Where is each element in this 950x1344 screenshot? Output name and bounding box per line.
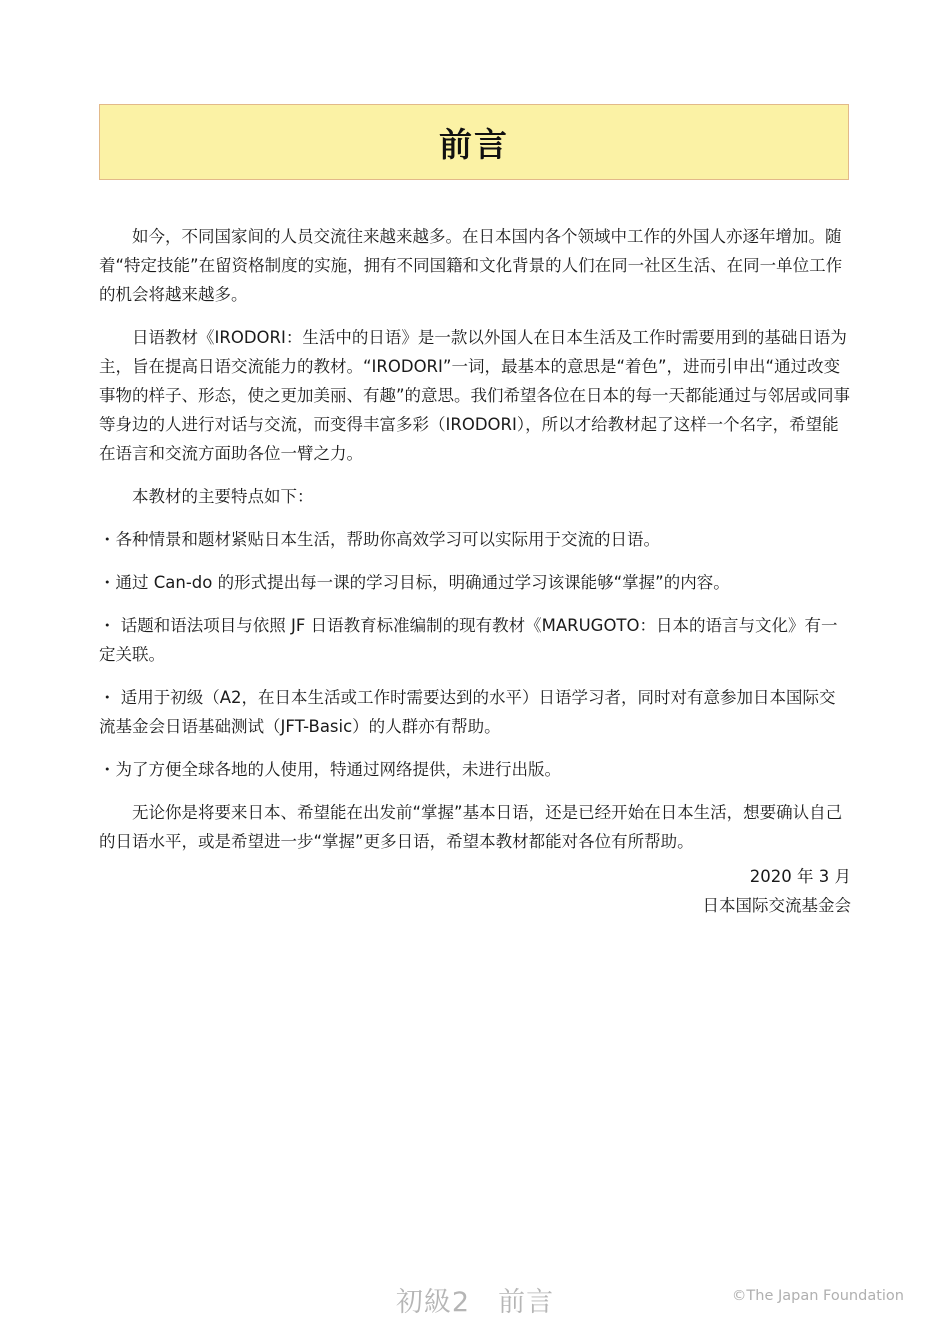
- feature-item: ・为了方便全球各地的人使用，特通过网络提供，未进行出版。: [99, 760, 561, 779]
- features-intro: 本教材的主要特点如下：: [132, 487, 314, 506]
- feature-item: ・ 适用于初级（A2，在日本生活或工作时需要达到的水平）日语学习者，同时对有意参加日本国际交流基金会日语基础测试（JFT-Basic）的人群亦有帮助。: [99, 688, 836, 736]
- paragraph-closing: 无论你是将要来日本、希望能在出发前“掌握”基本日语，还是已经开始在日本生活，想要确认自己的日语水平，或是希望进一步“掌握”更多日语，希望本教材都能对各位有所帮助。: [99, 803, 843, 851]
- paragraph-intro: 如今，不同国家间的人员交流往来越来越多。在日本国内各个领域中工作的外国人亦逐年增加。随着“特定技能”在留资格制度的实施，拥有不同国籍和文化背景的人们在同一社区生活、在同一单位工作的机会将越来越多。: [99, 227, 843, 304]
- paragraph-irodori: 日语教材《IRODORI：生活中的日语》是一款以外国人在日本生活及工作时需要用到的基础日语为主，旨在提高日语交流能力的教材。“IRODORI”一词，最基本的意思是“着色”，进而引申出“通过改变事物的样子、形态，使之更加美丽、有趣”的意思。我们希望各位在日本的每一天都能通过与邻居或同事等身边的人进行对话与交流，而变得丰富多彩（IRODORI），所以才给教材起了这样一个名字，希望能在语言和交流方面助各位一臂之力。: [99, 328, 851, 463]
- page-title: 前言: [439, 124, 509, 164]
- feature-item: ・各种情景和题材紧贴日本生活，帮助你高效学习可以实际用于交流的日语。: [99, 530, 660, 549]
- organization: 日本国际交流基金会: [702, 896, 851, 915]
- preface-body: [99, 222, 851, 920]
- feature-item: ・通过 Can-do 的形式提出每一课的学习目标，明确通过学习该课能够“掌握”的内容。: [99, 573, 730, 592]
- date: 2020 年 3 月: [749, 867, 851, 886]
- title-banner: [99, 104, 849, 180]
- footer-page-label: 初級2 前言: [395, 1287, 555, 1318]
- feature-item: ・ 话题和语法项目与依照 JF 日语教育标准编制的现有教材《MARUGOTO：日本的语言与文化》有一定关联。: [99, 616, 838, 664]
- footer-copyright: ©The Japan Foundation: [731, 1288, 904, 1304]
